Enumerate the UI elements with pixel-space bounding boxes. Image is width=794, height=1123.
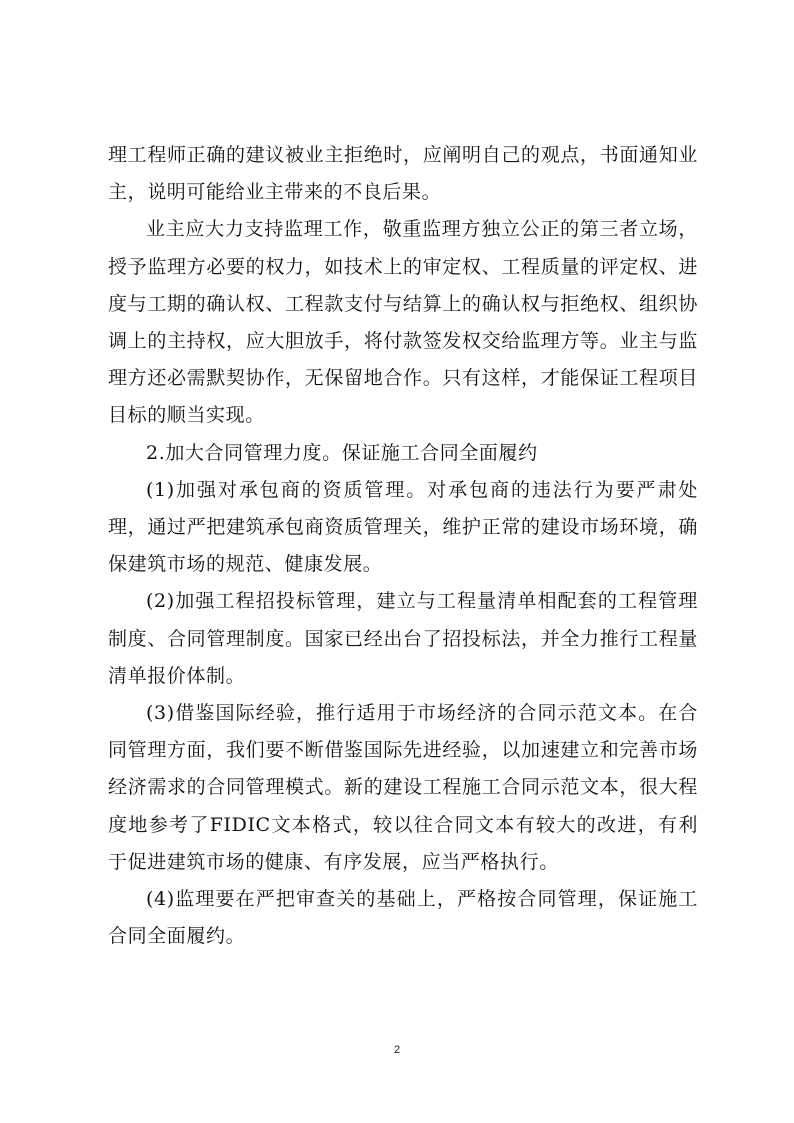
- body-text: [108, 137, 698, 955]
- paragraph: (4)监理要在严把审查关的基础上，严格按合同管理，保证施工合同全面履约。: [108, 888, 698, 948]
- section-heading: 2.加大合同管理力度。保证施工合同全面履约: [146, 441, 538, 464]
- paragraph: 业主应大力支持监理工作，敬重监理方独立公正的第三者立场，授予监理方必要的权力，如技术上的审定权、工程质量的评定权、进度与工期的确认权、工程款支付与结算上的确认权与拒绝权、组织协调上的主持权，应大胆放手，将付款签发权交给监理方等。业主与监理方还必需默契协作，无保留地合作。只有这样，才能保证工程项目目标的顺当实现。: [108, 218, 698, 427]
- paragraph: (3)借鉴国际经验，推行适用于市场经济的合同示范文本。在合同管理方面，我们要不断借鉴国际先进经验，以加速建立和完善市场经济需求的合同管理模式。新的建设工程施工合同示范文本，很大程度地参考了FIDIC文本格式，较以往合同文本有较大的改进，有利于促进建筑市场的健康、有序发展，应当严格执行。: [108, 702, 698, 873]
- page-number: 2: [393, 1044, 401, 1056]
- paragraph: (2)加强工程招投标管理，建立与工程量清单相配套的工程管理制度、合同管理制度。国家已经出台了招投标法，并全力推行工程量清单报价体制。: [108, 590, 698, 687]
- paragraph: (1)加强对承包商的资质管理。对承包商的违法行为要严肃处理，通过严把建筑承包商资质管理关，维护正常的建设市场环境，确保建筑市场的规范、健康发展。: [108, 478, 698, 576]
- paragraph: 理工程师正确的建议被业主拒绝时，应阐明自己的观点，书面通知业主，说明可能给业主带来的不良后果。: [108, 144, 698, 204]
